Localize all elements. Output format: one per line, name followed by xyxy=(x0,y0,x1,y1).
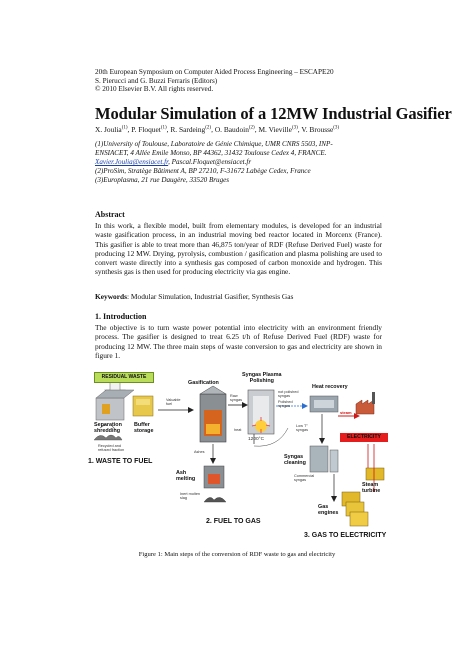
not-polished-syngas-label: not polished syngas xyxy=(278,390,299,399)
heat-recovery-label: Heat recovery xyxy=(312,384,348,390)
commercial-syngas-label: Commercial syngas xyxy=(294,474,315,483)
introduction-text: The objective is to turn waste power potential into electricity with an environment friendly process. The gasifier is designed to treat 6.25 t/h of Refuse Derived Fuel (RDF) waste for producing 12 MW. The three main steps of waste conversion to gas and electricity are shown in figure 1. xyxy=(95,323,382,360)
keywords-label: Keywords xyxy=(95,292,128,301)
email-rest: , Pascal.Floquet@ensiacet.fr xyxy=(168,158,252,167)
author-name: O. Baudoin xyxy=(214,125,249,134)
temperature-label: 1200°C xyxy=(248,437,265,442)
valuable-fuel-label: Valuable fuel xyxy=(166,398,181,407)
author-list: X. Joulia$^{(1)}$, P. Floquet$^{(1)}$, R. Sardeing$^{(2)}$, O. Baudoin$^{(2)}$, M. Vieville$^{(3)}$, V. Brousse$^{(3)}$ xyxy=(95,125,340,134)
raw-syngas-label: Raw syngas xyxy=(230,394,243,403)
steam-turbine-icon xyxy=(366,468,384,480)
figure-caption: Figure 1: Main steps of the conversion of RDF waste to gas and electricity xyxy=(138,551,336,558)
author-affil: (2) xyxy=(248,125,255,131)
affiliation-1-line-1: (1)University of Toulouse, Laboratoire de Génie Chimique, UMR CNRS 5503, INP- xyxy=(95,140,333,148)
gas-to-electricity-step: 3. GAS TO ELECTRICITY xyxy=(304,532,387,539)
electricity-label: ELECTRICITY xyxy=(340,433,388,442)
gas-engines-label: Gas engines xyxy=(318,504,339,516)
slag-pile-icon xyxy=(204,497,226,502)
buffer-storage-label: Buffer storage xyxy=(134,422,154,434)
affiliation-1-line-2: ENSIACET, 4 Allée Emile Monso, BP 44362, 31432 Toulouse Cedex 4, FRANCE. xyxy=(95,149,327,158)
ash-melting-label: Ash melting xyxy=(176,470,196,482)
author-affil: (2) xyxy=(205,125,212,131)
factory-icon xyxy=(356,400,374,414)
keywords xyxy=(95,292,293,301)
email-line xyxy=(95,158,395,167)
separation-label: Separation shredding xyxy=(94,422,122,434)
waste-to-fuel-step: 1. WASTE TO FUEL xyxy=(88,458,153,465)
keywords-text: : Modular Simulation, Industrial Gasifier, Synthesis Gas xyxy=(127,292,294,301)
abstract-text: In this work, a flexible model, built from elementary modules, is developed for an industrial waste gasification process, in an industrial moving bed reactor located in Morcenx (France). This gasifier is able to treat more than 46,875 ton/year of RDF (Refuse Derived Fuel) waste for producing 12 MW. Drying, pyrolysis, combustion / gasification and plasma polishing are used to convert waste directly into a synthesis gas composed of carbon monoxide and hydrogen. This synthesis gas is then used for producing electricity via gas engine. xyxy=(95,221,382,277)
author-name: R. Sardeing xyxy=(170,125,206,134)
author-name: P. Floquet xyxy=(131,125,161,134)
steam-label: steam xyxy=(340,410,352,415)
author-name: V. Brousse xyxy=(301,125,334,134)
fuel-to-gas-step: 2. FUEL TO GAS xyxy=(206,518,261,525)
proceedings-header xyxy=(95,68,334,94)
recycled-fraction-label: Recycled and refused fraction xyxy=(98,444,125,453)
polished-syngas-label: Polished syngas xyxy=(278,400,293,409)
proceedings-line-3: © 2010 Elsevier B.V. All rights reserved. xyxy=(95,85,214,94)
process-figure xyxy=(88,370,390,546)
author-affil: (1) xyxy=(160,125,167,131)
introduction-heading: 1. Introduction xyxy=(95,312,147,321)
plasma-polishing-label: Syngas Plasma Polishing xyxy=(242,372,282,384)
abstract-heading: Abstract xyxy=(95,210,125,219)
syngas-cleaning-icon xyxy=(310,446,328,472)
author-name: M. Vieville xyxy=(258,125,292,134)
author-affil: (1) xyxy=(121,125,128,131)
paper-title: Modular Simulation of a 12MW Industrial Gasifier xyxy=(95,104,452,123)
email-link[interactable]: Xavier.Joulia@ensiacet.fr xyxy=(95,158,169,167)
low-temp-syngas-label: Low T° syngas xyxy=(296,424,309,433)
gasification-label: Gasification xyxy=(188,380,219,386)
author-affil: (3) xyxy=(333,125,340,131)
affiliation-2: (2)ProSim, Stratège Bâtiment A, BP 27210, F-31672 Labège Cedex, France xyxy=(95,167,311,176)
author-affil: (3) xyxy=(291,125,298,131)
syngas-cleaning-label: Syngas cleaning xyxy=(284,454,306,466)
waste-pile-icon xyxy=(94,435,122,440)
affiliations xyxy=(95,140,395,185)
heat-label: heat xyxy=(234,428,242,432)
affiliation-3: (3)Europlasma, 21 rue Daugère, 33520 Bruges xyxy=(95,176,230,185)
proceedings-line-1: 20th European Symposium on Computer Aided Process Engineering – ESCAPE20 xyxy=(95,68,334,76)
author-name: X. Joulia xyxy=(95,125,122,134)
residual-waste-label: RESIDUAL WASTE xyxy=(94,372,154,383)
steam-turbine-label: Steam turbine xyxy=(362,482,381,494)
ashes-label: Ashes xyxy=(194,450,205,454)
proceedings-line-2: S. Pierucci and G. Buzzi Ferraris (Editors) xyxy=(95,76,218,85)
inert-slag-label: Inert molten slag xyxy=(180,492,201,501)
